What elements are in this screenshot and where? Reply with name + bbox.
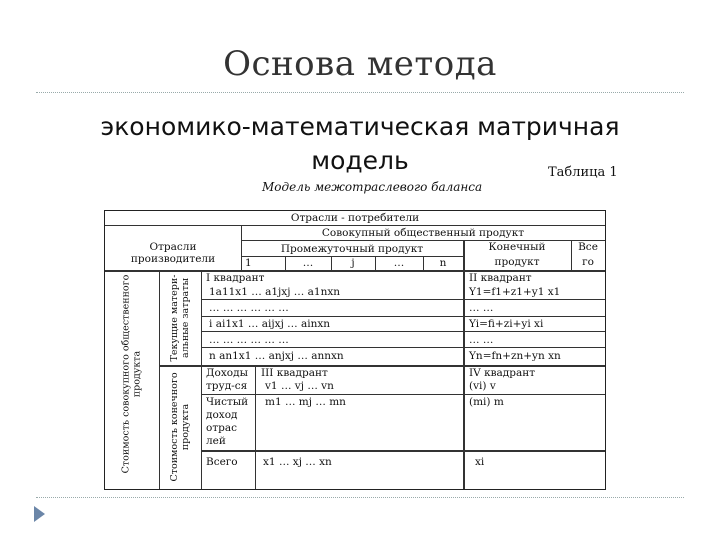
producers-header-line1: Отрасли: [149, 241, 197, 253]
final-product-header-line2: продукт: [494, 256, 540, 268]
quadrant-1-title: I квадрант: [206, 272, 265, 284]
title-divider: [36, 92, 684, 93]
final-product-header-line1: Конечный: [488, 241, 546, 253]
income-label-line1: Доходы: [206, 367, 248, 379]
producers-header-line2: производители: [130, 253, 216, 265]
totals-label: Всего: [206, 456, 238, 468]
net-income-label-line3: отрас: [206, 422, 237, 434]
bullet-arrow-icon: [34, 506, 45, 522]
net-income-label-line2: доход: [206, 409, 238, 421]
grid-line: [105, 225, 605, 226]
column-dots-header: …: [393, 257, 405, 269]
grid-line: [241, 240, 605, 241]
quadrant-3-title: III квадрант: [261, 367, 328, 379]
material-costs-side-label: [169, 271, 191, 365]
side-label-line: альные затраты: [180, 277, 191, 359]
consumers-header: Отрасли - потребители: [290, 212, 420, 224]
quadrant-2-row-1: Y1=f1+z1+y1 x1: [469, 286, 561, 298]
subtitle-line-1: экономико-математическая матричная: [100, 112, 620, 141]
quadrant-2-dots: … …: [469, 334, 494, 346]
total-header-line2: го: [582, 256, 594, 268]
quadrant-2-row-i: Yi=fi+zi+yi xi: [469, 318, 544, 330]
quadrant-2-dots: … …: [469, 302, 494, 314]
grid-line: [255, 365, 256, 489]
grid-line: [159, 270, 160, 489]
quadrant-3-wages-row: v1 … vj … vn: [265, 380, 334, 392]
quadrant-1-row-n: n an1x1 … anjxj … annxn: [209, 350, 344, 362]
quadrant-2-title: II квадрант: [469, 272, 532, 284]
totals-grand-total: xi: [475, 456, 485, 468]
column-j-header: j: [351, 257, 355, 269]
income-label-line2: труд-ся: [206, 380, 248, 392]
column-n-header: n: [439, 257, 447, 269]
quadrant-1-row-i: i ai1x1 … aijxj … ainxn: [209, 318, 331, 330]
quadrant-2-row-n: Yn=fn+zn+yn xn: [469, 350, 561, 362]
table-caption: Модель межотраслевого баланса: [262, 180, 483, 194]
grid-line: [201, 450, 605, 452]
grid-line: [201, 331, 605, 332]
grid-line: [201, 316, 605, 317]
subtitle-line-2: модель: [311, 146, 409, 175]
slide-title: Основа метода: [223, 44, 497, 84]
side-label-line: продукта: [131, 350, 143, 398]
grid-line: [201, 270, 202, 489]
total-product-cost-side-label: [121, 265, 145, 484]
quadrant-1-dots: … … … … … …: [209, 334, 289, 346]
side-label-line: продукта: [180, 403, 191, 451]
column-1-header: 1: [245, 257, 252, 269]
input-output-balance-table: [104, 210, 606, 490]
net-income-label-line4: лей: [206, 435, 226, 447]
intermediate-product-header: Промежуточный продукт: [280, 243, 424, 255]
side-label-line: Текущие матери-: [169, 274, 180, 362]
final-product-cost-side-label: [169, 366, 191, 488]
grid-line: [201, 299, 605, 300]
grid-line: [201, 394, 605, 395]
grid-line: [201, 347, 605, 348]
quadrant-3-net-income-row: m1 … mj … mn: [265, 396, 346, 408]
column-dots-header: …: [302, 257, 314, 269]
total-product-header: Совокупный общественный продукт: [321, 227, 525, 239]
side-label-line: Стоимость совокупного общественного: [120, 274, 132, 474]
quadrant-4-wages-row: (vi) v: [469, 380, 496, 392]
net-income-label-line1: Чистый: [206, 396, 249, 408]
quadrant-1-row-1: 1a11x1 … a1jxj … a1nxn: [209, 286, 341, 298]
footer-divider: [36, 497, 684, 498]
quadrant-1-dots: … … … … … …: [209, 302, 289, 314]
grid-line: [463, 240, 465, 489]
totals-row: x1 … xj … xn: [263, 456, 332, 468]
table-number-label: Таблица 1: [548, 165, 618, 180]
total-header-line1: Все: [578, 241, 598, 253]
quadrant-4-net-income-row: (mi) m: [469, 396, 504, 408]
side-label-line: Стоимость конечного: [169, 372, 180, 482]
quadrant-4-title: IV квадрант: [469, 367, 536, 379]
